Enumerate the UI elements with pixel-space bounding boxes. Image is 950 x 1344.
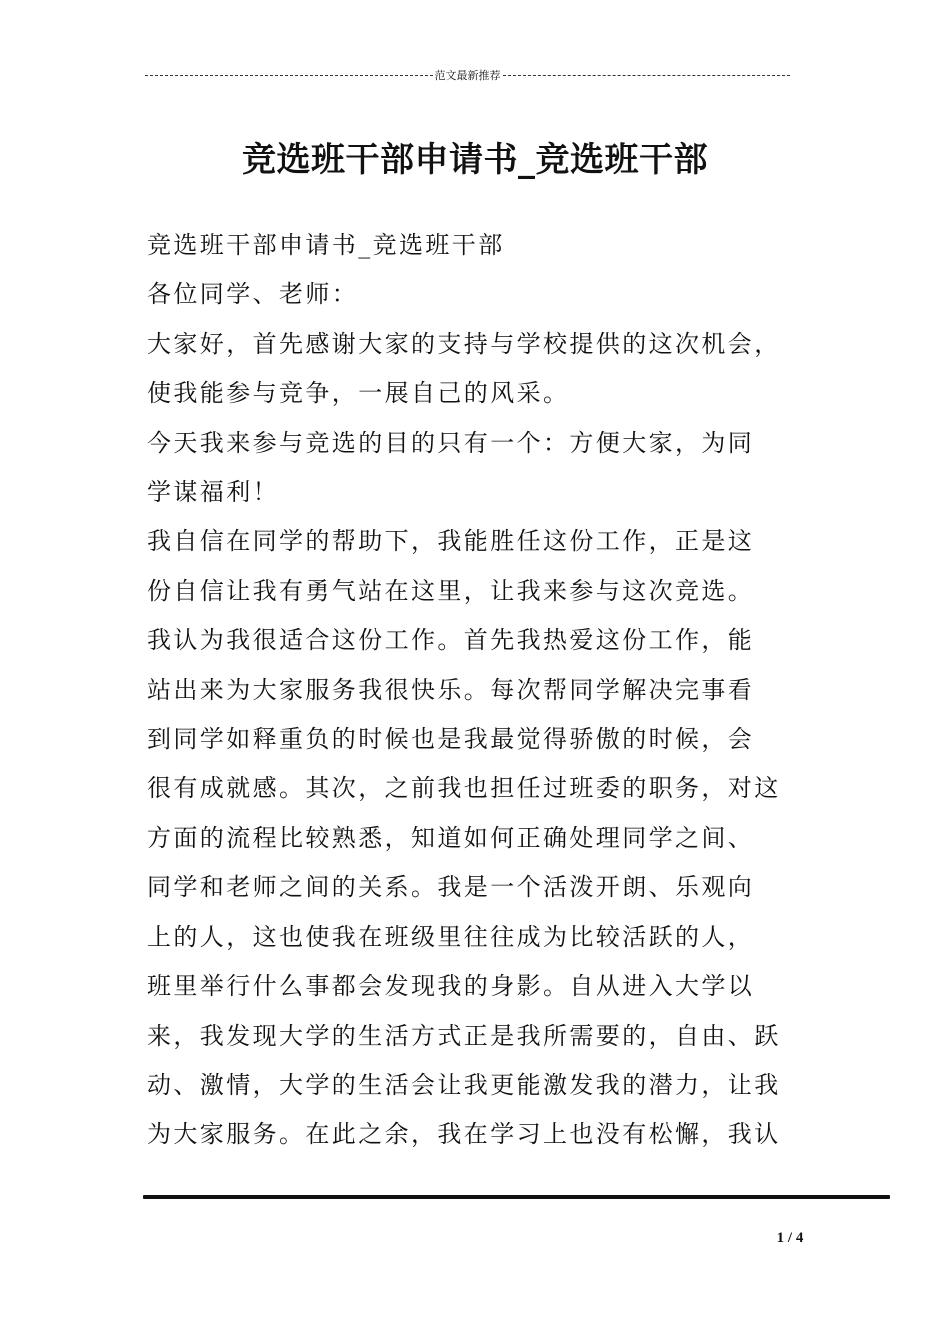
document-body xyxy=(147,221,837,1160)
body-line: 竞选班干部申请书_竞选班干部 xyxy=(147,231,505,259)
body-line: 动、激情，大学的生活会让我更能激发我的潜力，让我 xyxy=(147,1070,781,1099)
body-line: 份自信让我有勇气站在这里，让我来参与这次竞选。 xyxy=(147,576,755,605)
body-line: 使我能参与竞争，一展自己的风采。 xyxy=(147,379,570,408)
header-dash-left xyxy=(145,75,433,76)
body-line: 今天我来参与竞选的目的只有一个：方便大家，为同 xyxy=(147,428,755,457)
body-line: 同学和老师之间的关系。我是一个活泼开朗、乐观向 xyxy=(147,873,755,902)
body-line: 站出来为大家服务我很快乐。每次帮同学解决完事看 xyxy=(147,675,755,704)
page-number: 1 / 4 xyxy=(776,1230,804,1246)
header-rule xyxy=(145,68,790,82)
body-line: 我自信在同学的帮助下，我能胜任这份工作，正是这 xyxy=(147,527,755,556)
body-line: 方面的流程比较熟悉，知道如何正确处理同学之间、 xyxy=(147,823,755,852)
body-line: 班里举行什么事都会发现我的身影。自从进入大学以 xyxy=(147,972,755,1001)
body-line: 很有成就感。其次，之前我也担任过班委的职务，对这 xyxy=(147,774,781,803)
header-dash-right xyxy=(503,75,791,76)
footer-rule xyxy=(143,1195,890,1199)
body-line: 到同学如释重负的时候也是我最觉得骄傲的时候，会 xyxy=(147,725,755,754)
document-title: 竞选班干部申请书_竞选班干部 xyxy=(242,140,708,180)
body-line: 各位同学、老师： xyxy=(147,280,359,309)
body-line: 上的人，这也使我在班级里往往成为比较活跃的人， xyxy=(147,922,755,951)
body-line: 为大家服务。在此之余，我在学习上也没有松懈，我认 xyxy=(147,1120,781,1149)
body-line: 大家好，首先感谢大家的支持与学校提供的这次机会， xyxy=(147,329,781,358)
header-label: 范文最新推荐 xyxy=(434,69,501,82)
body-line: 我认为我很适合这份工作。首先我热爱这份工作，能 xyxy=(147,626,755,655)
body-line: 来，我发现大学的生活方式正是我所需要的，自由、跃 xyxy=(147,1021,781,1050)
body-line: 学谋福利！ xyxy=(147,478,279,507)
